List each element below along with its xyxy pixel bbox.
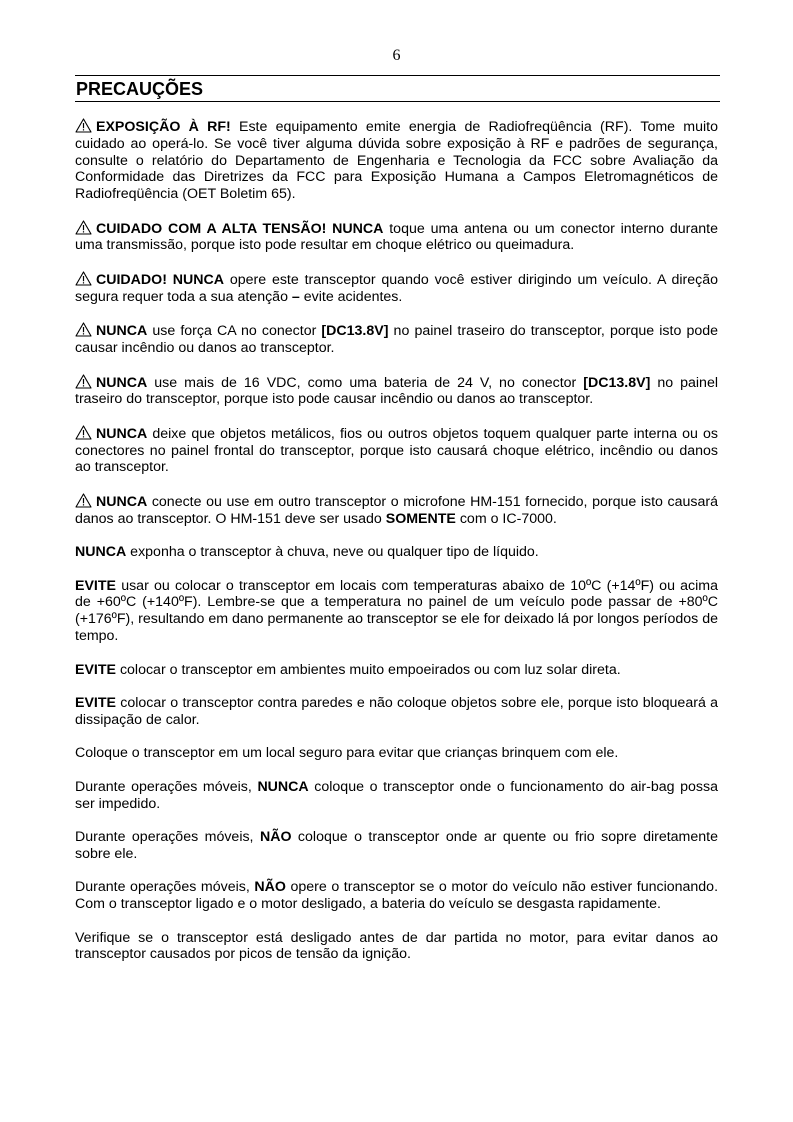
body-text: evite acidentes. bbox=[299, 288, 403, 305]
emphasis-text: NUNCA bbox=[96, 374, 148, 391]
emphasis-text: NUNCA bbox=[96, 323, 148, 340]
precaution-paragraph bbox=[75, 829, 718, 863]
body-text: opere o transceptor se o motor do veículo não estiver funcionando. Com o transceptor ligado e o motor desligado, a bateria do veículo se desgasta rapidamente. bbox=[75, 879, 719, 913]
body-text: Coloque o transceptor em um local seguro para evitar que crianças brinquem com ele. bbox=[75, 745, 619, 762]
precaution-paragraph bbox=[75, 544, 718, 561]
emphasis-text: CUIDADO! NUNCA bbox=[96, 271, 224, 288]
body-text: no painel traseiro do transceptor, porque isto pode causar incêndio ou danos ao transceptor. bbox=[75, 374, 718, 408]
warning-triangle-icon bbox=[75, 271, 92, 286]
emphasis-text: NÃO bbox=[259, 829, 292, 846]
precaution-paragraph bbox=[75, 695, 718, 729]
body-text: Durante operações móveis, bbox=[75, 778, 258, 795]
page-title: PRECAUÇÕES bbox=[76, 79, 204, 99]
section-header bbox=[75, 75, 720, 102]
body-text: exponha o transceptor à chuva, neve ou qualquer tipo de líquido. bbox=[126, 544, 539, 561]
emphasis-text: EXPOSIÇÃO À RF! bbox=[96, 119, 231, 135]
body-text: coloque o transceptor onde ar quente ou frio sopre diretamente sobre ele. bbox=[75, 829, 718, 862]
warning-triangle-icon bbox=[75, 374, 92, 389]
precaution-paragraph bbox=[75, 578, 718, 645]
body-text: toque uma antena ou um conector interno durante uma transmissão, porque isto pode resultar em choque elétrico ou queimadura. bbox=[75, 220, 718, 254]
precaution-paragraph bbox=[75, 322, 718, 357]
emphasis-text: [DC13.8V] bbox=[583, 374, 651, 391]
warning-triangle-icon bbox=[75, 425, 92, 440]
precaution-paragraph bbox=[75, 662, 718, 679]
precaution-paragraph bbox=[75, 118, 718, 203]
body-text: usar ou colocar o transceptor em locais com temperaturas abaixo de 10ºC (+14ºF) ou acima de +60ºC (+140ºF). Lembre-se que a temperatura no painel de um veículo pode passar de +80ºC (+176ºF), resultando em dano permanente ao transceptor se ele for deixado lá por longos períodos de tempo. bbox=[75, 577, 718, 645]
emphasis-text: NUNCA bbox=[257, 778, 309, 795]
body-text: com o IC-7000. bbox=[455, 510, 557, 527]
precaution-paragraph bbox=[75, 779, 718, 813]
emphasis-text: NÃO bbox=[254, 879, 286, 896]
body-text: Este equipamento emite energia de Radiofreqüência (RF). Tome muito cuidado ao operá-lo. Se você tiver alguma dúvida sobre exposição à RF e padrões de segurança, consulte o relatório do Departamento de Engenharia e Tecnologia da FCC sobre Avaliação da Conformidade das Diretrizes da FCC para Exposição Humana a Campos Eletromagnéticos de Radiofreqüência (OET Boletim 65). bbox=[75, 119, 718, 203]
body-text: opere este transceptor quando você estiver dirigindo um veículo. A direção segura requer toda a sua atenção bbox=[75, 271, 718, 305]
body-text: no painel traseiro do transceptor, porque isto pode causar incêndio ou danos ao transceptor. bbox=[75, 323, 718, 357]
body-text: colocar o transceptor em ambientes muito empoeirados ou com luz solar direta. bbox=[116, 661, 621, 678]
precaution-paragraph bbox=[75, 493, 718, 528]
body-text: Verifique se o transceptor está desligado antes de dar partida no motor, para evitar danos ao transceptor causados por picos de tensão da ignição. bbox=[75, 929, 718, 963]
body-text: coloque o transceptor onde o funcionamento do air-bag possa ser impedido. bbox=[75, 778, 718, 812]
precautions-list bbox=[75, 118, 718, 980]
precaution-paragraph bbox=[75, 930, 718, 964]
emphasis-text: – bbox=[291, 288, 300, 305]
warning-triangle-icon bbox=[75, 118, 92, 133]
body-text: use mais de 16 VDC, como uma bateria de 24 V, no conector bbox=[147, 374, 584, 391]
emphasis-text: [DC13.8V] bbox=[321, 323, 389, 340]
emphasis-text: SOMENTE bbox=[385, 510, 456, 527]
precaution-paragraph bbox=[75, 220, 718, 255]
precaution-paragraph bbox=[75, 879, 718, 913]
warning-triangle-icon bbox=[75, 493, 92, 508]
precaution-paragraph bbox=[75, 745, 718, 762]
body-text: Durante operações móveis, bbox=[75, 829, 260, 846]
emphasis-text: NUNCA bbox=[75, 544, 127, 561]
body-text: Durante operações móveis, bbox=[75, 879, 255, 896]
body-text: use força CA no conector bbox=[147, 323, 322, 340]
body-text: deixe que objetos metálicos, fios ou outros objetos toquem qualquer parte interna ou os conectores no painel frontal do transceptor, porque isto causará choque elétrico, incêndio ou danos ao transceptor. bbox=[75, 425, 718, 476]
warning-triangle-icon bbox=[75, 220, 92, 235]
emphasis-text: NUNCA bbox=[96, 425, 148, 442]
emphasis-text: NUNCA bbox=[96, 493, 148, 510]
warning-triangle-icon bbox=[75, 322, 92, 337]
page-number: 6 bbox=[392, 47, 401, 64]
emphasis-text: EVITE bbox=[75, 661, 116, 678]
body-text: conecte ou use em outro transceptor o microfone HM-151 fornecido, porque isto causará danos ao transceptor. O HM-151 deve ser usado bbox=[75, 493, 718, 527]
body-text: colocar o transceptor contra paredes e não coloque objetos sobre ele, porque isto bloqueará a dissipação de calor. bbox=[75, 695, 718, 728]
emphasis-text: EVITE bbox=[75, 695, 116, 711]
emphasis-text: EVITE bbox=[75, 577, 116, 594]
emphasis-text: CUIDADO COM A ALTA TENSÃO! NUNCA bbox=[96, 220, 384, 237]
precaution-paragraph bbox=[75, 425, 718, 476]
precaution-paragraph bbox=[75, 374, 718, 409]
precaution-paragraph bbox=[75, 271, 718, 306]
